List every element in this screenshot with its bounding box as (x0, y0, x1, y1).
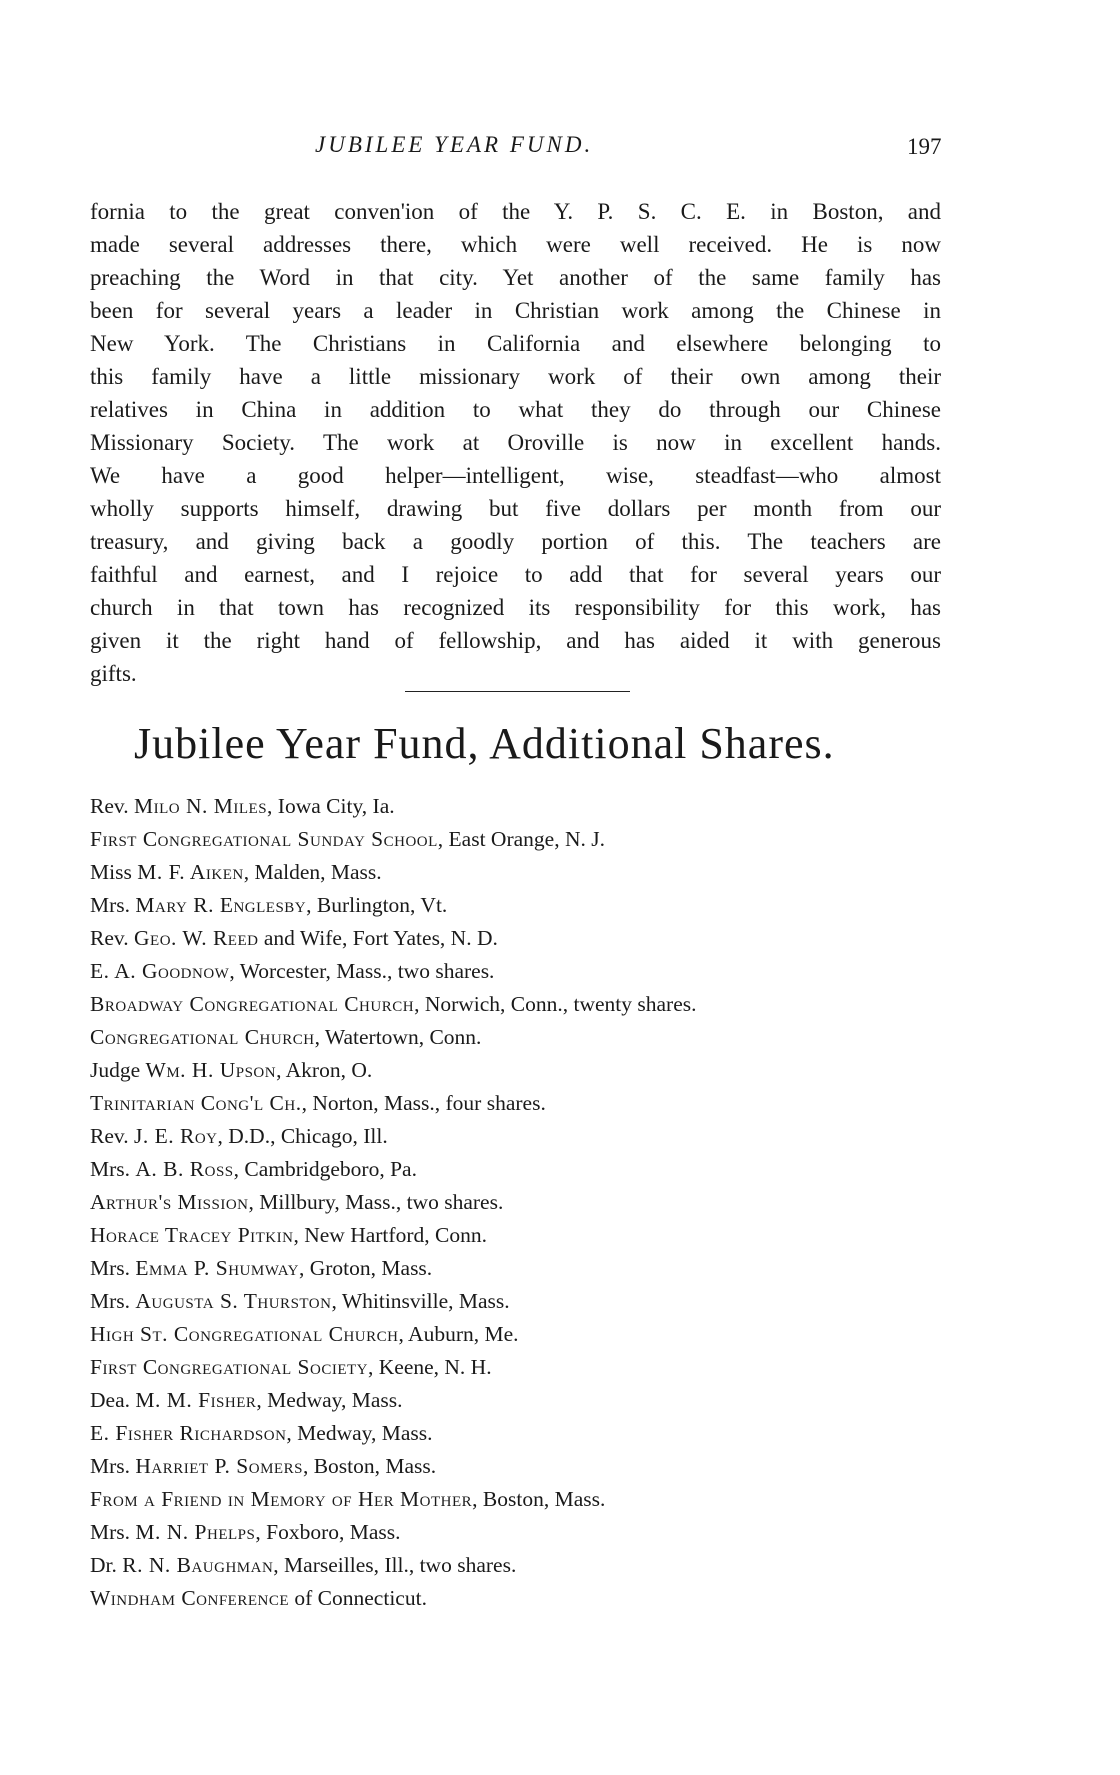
entry-detail: , East Orange, N. J. (437, 827, 605, 851)
entry-detail: , Worcester, Mass., two shares. (229, 959, 495, 983)
text-line: been for several years a leader in Christian work among the Chinese in (90, 298, 941, 323)
entry-name: Mary R. Englesby (135, 893, 307, 917)
share-entry (90, 1582, 990, 1615)
body-paragraph (90, 195, 941, 690)
share-entry (90, 1153, 990, 1186)
share-entry (90, 1219, 990, 1252)
entry-name: Geo. W. Reed (134, 926, 259, 950)
share-entry (90, 1285, 990, 1318)
share-entry (90, 1186, 990, 1219)
entry-name: Horace Tracey Pitkin (90, 1223, 294, 1247)
entry-detail: , Norwich, Conn., twenty shares. (414, 992, 697, 1016)
entry-detail: , Iowa City, Ia. (267, 794, 395, 818)
entry-name: From a Friend in Memory of Her Mother (90, 1487, 473, 1511)
entry-detail: , Marseilles, Ill., two shares. (273, 1553, 517, 1577)
entry-title: Mrs. (90, 893, 136, 917)
entry-name: Trinitarian Cong'l Ch. (90, 1091, 302, 1115)
entry-name: Windham Conference (90, 1586, 290, 1610)
share-entry (90, 1252, 990, 1285)
text-line: fornia to the great conven'ion of the Y. P. S. C. E. in Boston, and (90, 199, 941, 224)
entry-detail: , Watertown, Conn. (314, 1025, 482, 1049)
share-entry (90, 889, 990, 922)
text-line: given it the right hand of fellowship, and has aided it with generous (90, 628, 941, 653)
entry-name: R. N. Baughman (122, 1553, 274, 1577)
entry-detail: , Whitinsville, Mass. (331, 1289, 510, 1313)
share-entry (90, 1351, 990, 1384)
entry-name: First Congregational Society (90, 1355, 368, 1379)
page-number: 197 (907, 134, 942, 159)
entry-detail: of Connecticut. (289, 1586, 427, 1610)
text-line: Missionary Society. The work at Oroville is now in excellent hands. (90, 430, 941, 455)
entry-name: M. M. Fisher (135, 1388, 257, 1412)
share-entry (90, 1483, 990, 1516)
entry-detail: , D.D., Chicago, Ill. (217, 1124, 388, 1148)
share-entry (90, 1318, 990, 1351)
entry-detail: , Norton, Mass., four shares. (301, 1091, 546, 1115)
share-entry (90, 790, 990, 823)
entry-name: E. A. Goodnow (90, 959, 230, 983)
text-line: relatives in China in addition to what they do through our Chinese (90, 397, 941, 422)
entry-detail: , Millbury, Mass., two shares. (248, 1190, 504, 1214)
text-line: We have a good helper—intelligent, wise, steadfast—who almost (90, 463, 941, 488)
entry-title: Mrs. (90, 1157, 136, 1181)
entry-name: J. E. Roy (134, 1124, 218, 1148)
text-line: New York. The Christians in California and elsewhere belonging to (90, 331, 941, 356)
entry-title: Judge (90, 1058, 146, 1082)
entry-name: Wm. H. Upson (145, 1058, 277, 1082)
entry-title: Mrs. (90, 1454, 136, 1478)
share-entry (90, 823, 990, 856)
entry-detail: , Cambridgeboro, Pa. (233, 1157, 417, 1181)
entry-name: High St. Congregational Church (90, 1322, 399, 1346)
entry-title: Miss (90, 860, 138, 884)
entry-detail: , Boston, Mass. (472, 1487, 606, 1511)
entry-name: Milo N. Miles (134, 794, 268, 818)
running-head (0, 132, 1120, 172)
share-entry (90, 1450, 990, 1483)
entry-detail: , Foxboro, Mass. (255, 1520, 401, 1544)
share-entry (90, 1417, 990, 1450)
running-title: JUBILEE YEAR FUND. (315, 132, 594, 157)
entry-name: Arthur's Mission (90, 1190, 249, 1214)
text-line: preaching the Word in that city. Yet another of the same family has (90, 265, 941, 290)
entry-name: M. F. Aiken (137, 860, 244, 884)
text-line: faithful and earnest, and I rejoice to add that for several years our (90, 562, 941, 587)
entry-detail: , Medway, Mass. (286, 1421, 433, 1445)
share-entry (90, 1021, 990, 1054)
share-entry (90, 856, 990, 889)
text-line: gifts. (90, 661, 137, 686)
entry-detail: , Auburn, Me. (398, 1322, 519, 1346)
entry-detail: , Keene, N. H. (368, 1355, 492, 1379)
entry-name: Harriet P. Somers (135, 1454, 303, 1478)
entry-title: Dr. (90, 1553, 123, 1577)
section-heading: Jubilee Year Fund, Additional Shares. (134, 719, 835, 768)
entry-detail: , Boston, Mass. (302, 1454, 437, 1478)
entry-detail: , Burlington, Vt. (306, 893, 448, 917)
share-entry (90, 1054, 990, 1087)
entry-name: M. N. Phelps (135, 1520, 256, 1544)
share-entry (90, 988, 990, 1021)
entry-detail: , Malden, Mass. (243, 860, 382, 884)
shares-list (90, 790, 990, 1615)
text-line: treasury, and giving back a goodly portion of this. The teachers are (90, 529, 941, 554)
entry-detail: , New Hartford, Conn. (293, 1223, 487, 1247)
entry-name: A. B. Ross (135, 1157, 234, 1181)
text-line: this family have a little missionary work of their own among their (90, 364, 941, 389)
share-entry (90, 1549, 990, 1582)
entry-detail: , Akron, O. (276, 1058, 373, 1082)
text-line: made several addresses there, which were well received. He is now (90, 232, 941, 257)
share-entry (90, 1516, 990, 1549)
entry-detail: , Groton, Mass. (299, 1256, 433, 1280)
entry-title: Rev. (90, 926, 134, 950)
entry-name: Congregational Church (90, 1025, 315, 1049)
entry-name: Broadway Congregational Church (90, 992, 415, 1016)
share-entry (90, 1384, 990, 1417)
text-line: church in that town has recognized its responsibility for this work, has (90, 595, 941, 620)
share-entry (90, 1087, 990, 1120)
text-line: wholly supports himself, drawing but five dollars per month from our (90, 496, 941, 521)
entry-detail: , Medway, Mass. (256, 1388, 403, 1412)
share-entry (90, 1120, 990, 1153)
entry-name: Augusta S. Thurston (135, 1289, 332, 1313)
entry-title: Rev. (90, 794, 134, 818)
entry-title: Mrs. (90, 1520, 136, 1544)
share-entry (90, 922, 990, 955)
entry-title: Rev. (90, 1124, 134, 1148)
entry-name: Emma P. Shumway (135, 1256, 299, 1280)
entry-name: E. Fisher Richardson (90, 1421, 287, 1445)
entry-title: Dea. (90, 1388, 136, 1412)
entry-detail: and Wife, Fort Yates, N. D. (258, 926, 498, 950)
entry-name: First Congregational Sunday School (90, 827, 438, 851)
entry-title: Mrs. (90, 1256, 136, 1280)
share-entry (90, 955, 990, 988)
entry-title: Mrs. (90, 1289, 136, 1313)
section-divider (405, 691, 630, 692)
